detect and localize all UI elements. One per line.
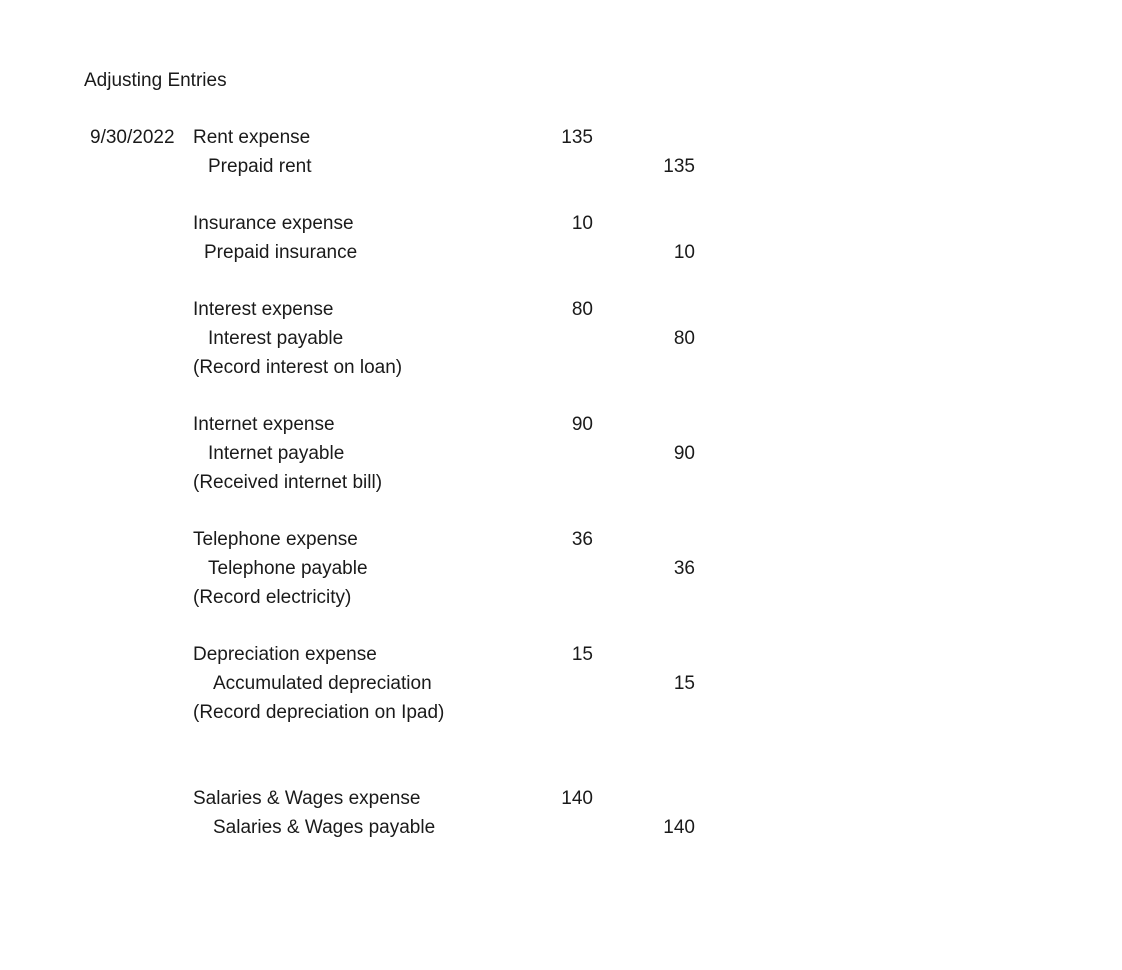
entry-date: 9/30/2022 (90, 127, 175, 148)
entry-4-credit-amount: 90 (673, 443, 695, 464)
entry-7-credit-amount: 140 (663, 817, 695, 838)
entry-2-debit-account: Insurance expense (193, 213, 354, 234)
entry-2-credit-account: Prepaid insurance (204, 242, 358, 263)
entry-7-debit-amount: 140 (561, 788, 593, 809)
entry-4-debit-account: Internet expense (193, 414, 335, 435)
entry-4-memo: (Received internet bill) (193, 472, 383, 493)
entry-5-debit-amount: 36 (571, 529, 593, 550)
entry-3-debit-account: Interest expense (193, 299, 334, 320)
entry-6-credit-amount: 15 (673, 673, 695, 694)
entry-5-debit-account: Telephone expense (193, 529, 358, 550)
entry-7-credit-account: Salaries & Wages payable (213, 817, 436, 838)
entry-6-memo: (Record depreciation on Ipad) (193, 702, 445, 723)
entry-3-credit-amount: 80 (673, 328, 695, 349)
entry-3-credit-account: Interest payable (208, 328, 344, 349)
entry-6-debit-account: Depreciation expense (193, 644, 377, 665)
entry-6-credit-account: Accumulated depreciation (213, 673, 432, 694)
entry-3-debit-amount: 80 (571, 299, 593, 320)
entry-4-debit-amount: 90 (571, 414, 593, 435)
entry-3-memo: (Record interest on loan) (193, 357, 403, 378)
entry-1-credit-amount: 135 (663, 156, 695, 177)
entry-5-credit-account: Telephone payable (208, 558, 368, 579)
page-title: Adjusting Entries (84, 70, 227, 91)
entry-7-debit-account: Salaries & Wages expense (193, 788, 421, 809)
entry-4-credit-account: Internet payable (208, 443, 345, 464)
entry-5-credit-amount: 36 (673, 558, 695, 579)
entry-1-debit-amount: 135 (561, 127, 593, 148)
entry-2-debit-amount: 10 (571, 213, 593, 234)
entry-1-debit-account: Rent expense (193, 127, 311, 148)
entry-5-memo: (Record electricity) (193, 587, 352, 608)
entry-1-credit-account: Prepaid rent (208, 156, 312, 177)
entry-2-credit-amount: 10 (673, 242, 695, 263)
entry-6-debit-amount: 15 (571, 644, 593, 665)
